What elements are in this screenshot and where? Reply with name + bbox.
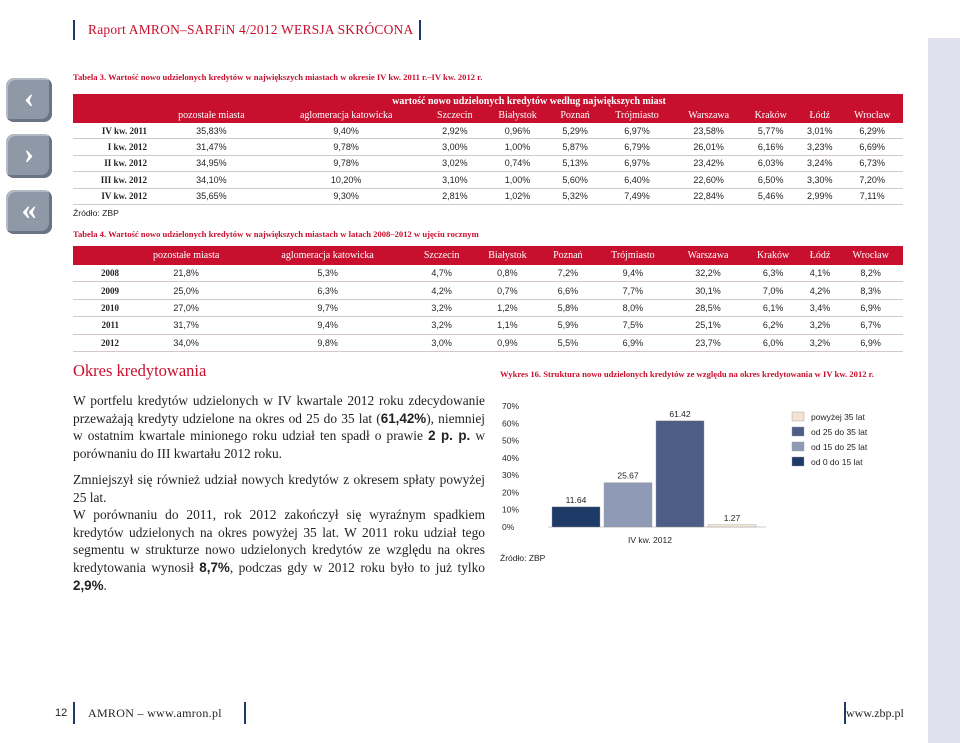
table3-cell: 35,65% [155,188,268,204]
table4-cell: 6,9% [838,334,903,351]
chart-source: Źródło: ZBP [500,553,546,563]
table3-cell: 3,30% [798,172,841,188]
y-tick-label: 60% [502,418,520,429]
table3-cell: 6,03% [743,155,798,171]
table4-cell: 9,4% [245,317,410,334]
table4-cell: 5,5% [542,334,594,351]
table3-cell: 9,78% [268,155,425,171]
table3-row-label: I kw. 2012 [73,139,155,155]
table4-cell: 6,2% [744,317,801,334]
table4-cell: 23,7% [672,334,745,351]
table4-cell: 9,7% [245,299,410,316]
table3-row-label: II kw. 2012 [73,155,155,171]
bar-od-15-do-25-lat [604,483,652,527]
table3-cell: 5,13% [550,155,600,171]
table3-cell: 3,01% [798,123,841,139]
table3-cell: 3,10% [425,172,485,188]
table3-column-header: Białystok [485,108,550,123]
footer-right-link[interactable]: www.zbp.pl [846,706,904,720]
table3-cell: 7,49% [600,188,674,204]
table4-cell: 8,3% [838,282,903,299]
table3-column-header: pozostałe miasta [155,108,268,123]
table4-column-header: Trójmiasto [594,246,672,265]
table3-cell: 6,79% [600,139,674,155]
table4-caption: Tabela 4. Wartość nowo udzielonych kredytów w największych miastach w latach 2008–2012 w ujęciu rocznym [73,229,479,239]
y-tick-label: 70% [502,401,520,411]
legend-swatch [792,427,804,436]
legend-label: od 0 do 15 lat [811,457,863,467]
footer-left-text: AMRON – www.amron.pl [88,706,222,720]
table4-cell: 7,2% [542,265,594,282]
table3-cell: 3,00% [425,139,485,155]
table3-cell: 3,02% [425,155,485,171]
nav-back-button[interactable] [6,78,52,122]
page-number: 12 [55,707,68,719]
table3-cell: 2,81% [425,188,485,204]
table3-row-label: III kw. 2012 [73,172,155,188]
table3-cell: 2,99% [798,188,841,204]
table4-cell: 8,2% [838,265,903,282]
table4-cell: 6,7% [838,317,903,334]
table3-cell: 34,10% [155,172,268,188]
bar-powyżej-35-lat [708,525,756,527]
table4-cell: 25,1% [672,317,745,334]
table3-cell: 0,96% [485,123,550,139]
table4-cell: 8,0% [594,299,672,316]
nav-first-button[interactable] [6,190,52,234]
table4-cell: 3,4% [802,299,839,316]
y-tick-label: 30% [502,470,520,481]
table3-cell: 6,97% [600,155,674,171]
y-tick-label: 0% [502,522,515,532]
table3-caption: Tabela 3. Wartość nowo udzielonych kredytów w największych miastach w okresie IV kw. 2011 r.–IV kw. 2012 r. [73,72,483,82]
table4-row [73,317,903,334]
table3-cell: 35,83% [155,123,268,139]
table4-cell: 7,0% [744,282,801,299]
table4-row-label: 2011 [73,317,127,334]
table4-row [73,282,903,299]
table4-cell: 6,0% [744,334,801,351]
table4-cell: 0,9% [473,334,541,351]
chevron-right-icon: › [24,137,34,170]
table4-cell: 4,2% [410,282,473,299]
table4 [73,246,903,352]
bar-data-label: 11.64 [565,494,587,505]
bar-data-label: 25.67 [617,470,639,481]
y-tick-label: 20% [502,487,520,498]
table4-cell: 32,2% [672,265,745,282]
table3-cell: 6,50% [743,172,798,188]
table3-row [73,123,903,139]
table4-cell: 30,1% [672,282,745,299]
table3-row [73,139,903,155]
table4-row [73,299,903,316]
header-rule-right [419,20,421,40]
table3-row-label: IV kw. 2011 [73,123,155,139]
table3-cell: 1,00% [485,139,550,155]
table3-cell: 26,01% [674,139,743,155]
legend-label: od 25 do 35 lat [811,427,868,437]
table3-column-header: aglomeracja katowicka [268,108,425,123]
table4-row-label: 2009 [73,282,127,299]
table4-cell: 28,5% [672,299,745,316]
table3-cell: 22,60% [674,172,743,188]
table3-cell: 7,20% [841,172,903,188]
table4-cell: 3,0% [410,334,473,351]
table3-banner: wartość nowo udzielonych kredytów według największych miast [155,94,903,108]
table4-column-header: aglomeracja katowicka [245,246,410,265]
period-structure-chart [496,396,926,566]
table3-cell: 6,40% [600,172,674,188]
table3-cell: 6,73% [841,155,903,171]
table3-cell: 3,23% [798,139,841,155]
table4-column-header: Białystok [473,246,541,265]
table4-cell: 7,5% [594,317,672,334]
table4-cell: 6,9% [838,299,903,316]
table3-row [73,172,903,188]
legend-swatch [792,457,804,466]
y-tick-label: 10% [502,504,520,515]
section-heading: Okres kredytowania [73,361,207,380]
table4-cell: 9,4% [594,265,672,282]
table3-cell: 9,30% [268,188,425,204]
table3-row-label: IV kw. 2012 [73,188,155,204]
table3-cell: 23,58% [674,123,743,139]
table3 [73,94,903,205]
table4-cell: 5,3% [245,265,410,282]
table3-cell: 6,16% [743,139,798,155]
table3-cell: 22,84% [674,188,743,204]
table4-cell: 4,2% [802,282,839,299]
table3-column-header: Warszawa [674,108,743,123]
table4-cell: 6,6% [542,282,594,299]
table3-cell: 6,29% [841,123,903,139]
table3-cell: 31,47% [155,139,268,155]
table3-cell: 5,87% [550,139,600,155]
table3-cell: 9,78% [268,139,425,155]
table3-source: Źródło: ZBP [73,208,119,218]
table4-row [73,334,903,351]
table4-column-header: Warszawa [672,246,745,265]
table4-column-header: Łódź [802,246,839,265]
table4-cell: 3,2% [802,317,839,334]
table3-column-header: Wrocław [841,108,903,123]
legend-swatch [792,442,804,451]
table4-cell: 3,2% [410,299,473,316]
table3-cell: 6,69% [841,139,903,155]
table4-column-header: Wrocław [838,246,903,265]
table4-cell: 6,3% [744,265,801,282]
table3-column-header: Poznań [550,108,600,123]
table4-cell: 3,2% [410,317,473,334]
x-axis-label: IV kw. 2012 [628,535,672,545]
table4-cell: 4,7% [410,265,473,282]
table4-cell: 6,1% [744,299,801,316]
table4-cell: 1,2% [473,299,541,316]
chart-title: Wykres 16. Struktura nowo udzielonych kredytów ze względu na okres kredytowania w IV kw. 2012 r. [500,369,874,379]
table3-cell: 23,42% [674,155,743,171]
table3-cell: 3,24% [798,155,841,171]
table4-cell: 9,8% [245,334,410,351]
table4-cell: 1,1% [473,317,541,334]
nav-forward-button[interactable] [6,134,52,178]
footer-rule-mid [244,702,246,724]
table4-cell: 25,0% [127,282,245,299]
table4-cell: 6,3% [245,282,410,299]
table3-column-header: Trójmiasto [600,108,674,123]
table3-cell: 1,00% [485,172,550,188]
report-title: Raport AMRON–SARFiN 4/2012 WERSJA SKRÓCONA [88,22,414,37]
table4-cell: 7,7% [594,282,672,299]
bar-data-label: 61.42 [669,408,691,419]
paragraph-1: W portfelu kredytów udzielonych w IV kwartale 2012 roku zdecydowanie przeważają kredyty udzielone na okres od 25 do 35 lat (61,42%), niemniej w ostatnim kwartale minionego roku udział ten spadł o prawie 2 p. p. w porównaniu do III kwartału 2012 roku. [73,393,486,461]
table4-column-header: Szczecin [410,246,473,265]
table3-cell: 5,46% [743,188,798,204]
footer-rule-left [73,702,75,724]
table3-cell: 1,02% [485,188,550,204]
table3-row [73,188,903,204]
table3-cell: 5,32% [550,188,600,204]
table4-cell: 0,7% [473,282,541,299]
table4-cell: 34,0% [127,334,245,351]
table4-cell: 21,8% [127,265,245,282]
header-rule-left [73,20,75,40]
table4-cell: 5,9% [542,317,594,334]
double-chevron-left-icon: « [21,193,37,226]
table4-column-header: Poznań [542,246,594,265]
table3-cell: 10,20% [268,172,425,188]
legend-label: od 15 do 25 lat [811,442,868,452]
table4-cell: 27,0% [127,299,245,316]
legend-label: powyżej 35 lat [811,412,865,422]
chevron-left-icon: ‹ [24,81,34,114]
bar-od-25-do-35-lat [656,421,704,527]
table3-column-header: Szczecin [425,108,485,123]
table4-cell: 0,8% [473,265,541,282]
table3-cell: 6,97% [600,123,674,139]
table3-cell: 9,40% [268,123,425,139]
table3-cell: 5,60% [550,172,600,188]
y-tick-label: 50% [502,435,520,446]
table4-row-label: 2012 [73,334,127,351]
table4-row-label: 2008 [73,265,127,282]
table4-cell: 4,1% [802,265,839,282]
table4-column-header: pozostałe miasta [127,246,245,265]
table3-column-header: Łódź [798,108,841,123]
table3-row [73,155,903,171]
table3-cell: 2,92% [425,123,485,139]
table4-column-header: Kraków [744,246,801,265]
table4-cell: 31,7% [127,317,245,334]
table3-cell: 5,77% [743,123,798,139]
paragraph-2: Zmniejszył się również udział nowych kredytów z okresem spłaty powyżej 25 lat. W porównaniu do 2011, rok 2012 zakończył się wyraźnym spadkiem kredytów udzielonych na okres powyżej 35 lat. W 2011 roku udział tego segmentu w strukturze nowo udzielonych kredytów ze względu na okres kredytowania wynosił 8,7%, podczas gdy w 2012 roku było to już tylko 2,9%. [73,472,486,593]
table4-row [73,265,903,282]
right-margin-band [928,38,960,743]
table3-cell: 0,74% [485,155,550,171]
table4-cell: 3,2% [802,334,839,351]
y-tick-label: 40% [502,452,520,463]
table4-cell: 6,9% [594,334,672,351]
table4-row-label: 2010 [73,299,127,316]
table3-cell: 7,11% [841,188,903,204]
legend-swatch [792,412,804,421]
bar-data-label: 1.27 [723,512,741,523]
table4-cell: 5,8% [542,299,594,316]
table3-cell: 5,29% [550,123,600,139]
table3-column-header: Kraków [743,108,798,123]
bar-od-0-do-15-lat [552,507,600,527]
table3-cell: 34,95% [155,155,268,171]
